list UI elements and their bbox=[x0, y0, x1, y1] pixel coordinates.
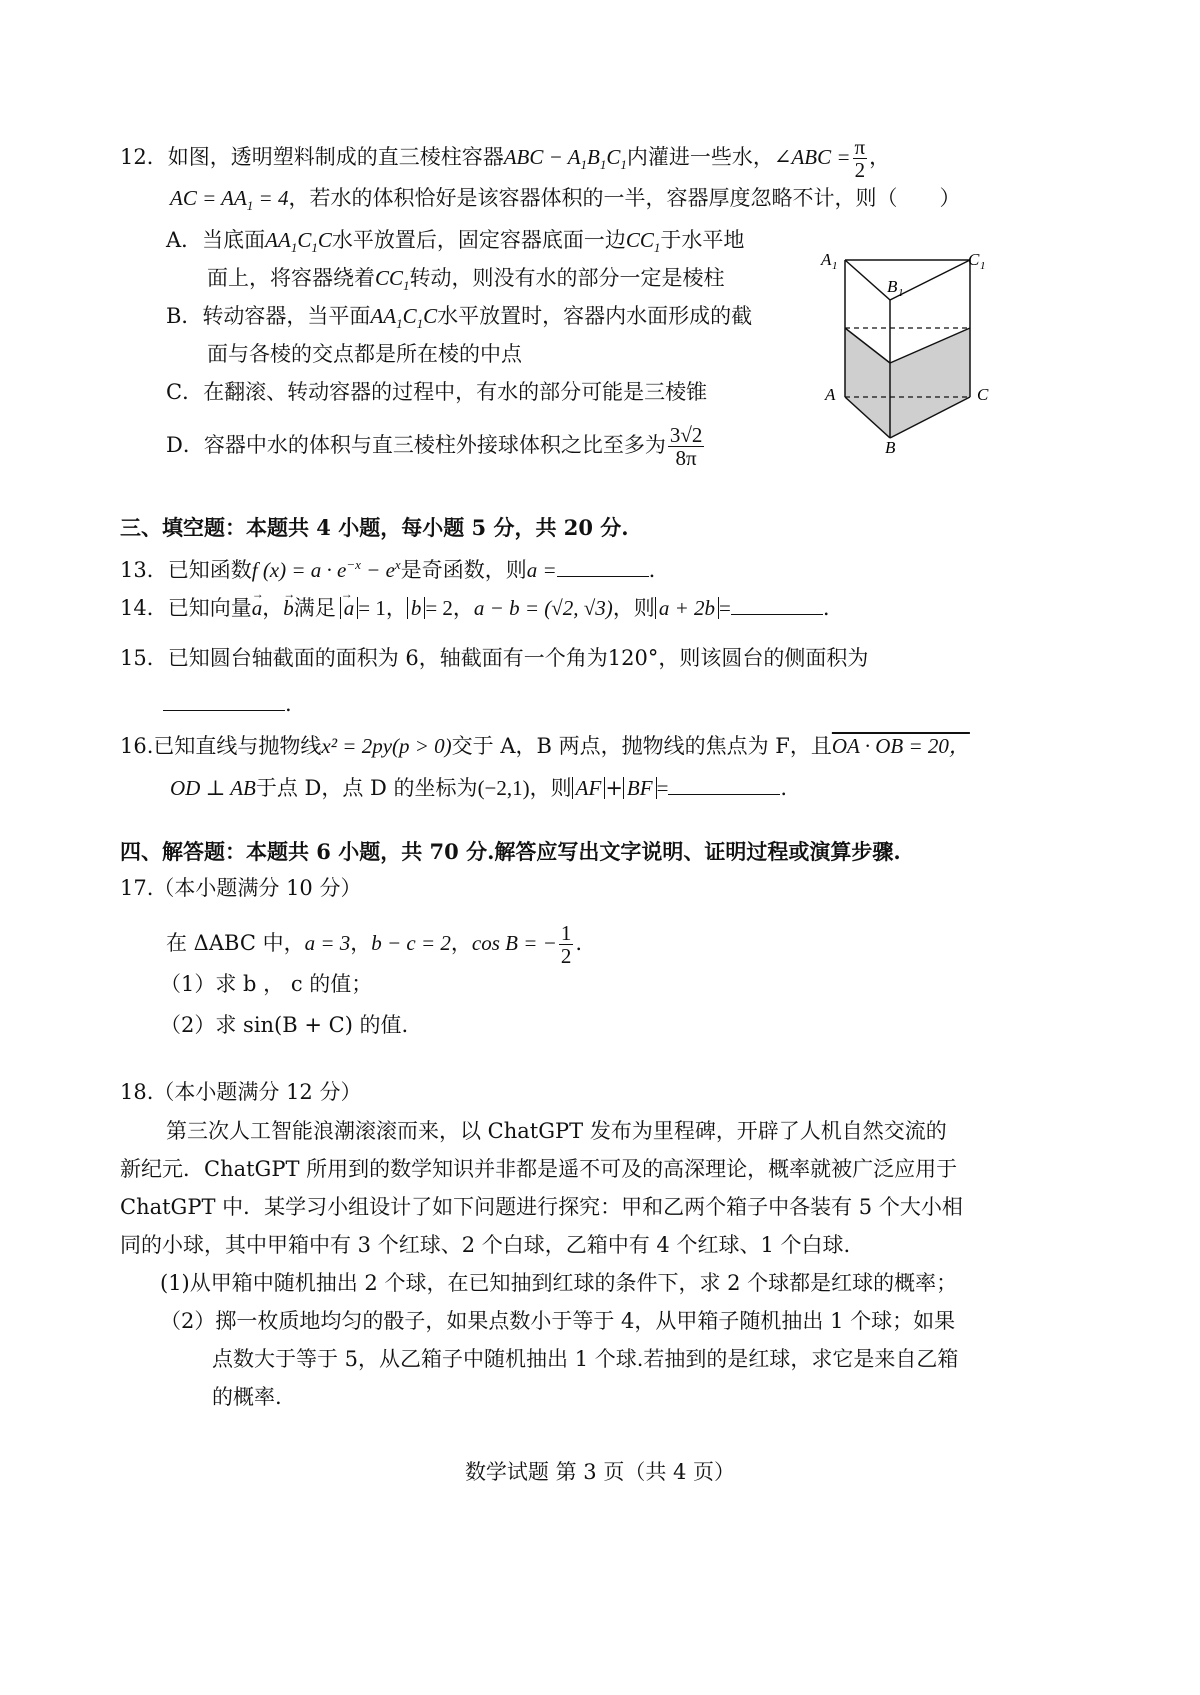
label-a: A bbox=[825, 385, 836, 404]
abs-a: → a bbox=[340, 597, 359, 619]
q14: 14．已知向量→ a，→ b满足→ a = 1， b = 2，a − b = (√2, √3)，则 a + 2b = . bbox=[120, 592, 830, 622]
q14-expression: a + 2b bbox=[655, 597, 719, 619]
label-c1: C bbox=[968, 250, 980, 269]
q12-ac: AC = $AA_1 = 4$ bbox=[170, 186, 289, 214]
label-c: C bbox=[977, 385, 989, 404]
q17-part1: （1）求 b ， c 的值； bbox=[160, 972, 373, 996]
label-b: B bbox=[885, 438, 896, 455]
q16: 16.已知直线与抛物线x² = 2py(p > 0)交于 A，B 两点，抛物线的焦点为 F，且OA · OB = 20， bbox=[120, 734, 970, 758]
q16-dot-product: OA · OB = 20， bbox=[831, 734, 970, 758]
label-b1: B bbox=[887, 277, 898, 296]
q18-line2: 新纪元．ChatGPT 所用到的数学知识并非都是遥不可及的高深理论，概率就被广泛应用于 bbox=[120, 1157, 958, 1181]
prism-figure bbox=[815, 245, 995, 455]
q15: 15．已知圆台轴截面的面积为 6，轴截面有一个角为120°，则该圆台的侧面积为 bbox=[120, 646, 869, 670]
q14-difference: a − b = (√2, √3) bbox=[473, 596, 613, 620]
q13-answer-blank bbox=[557, 554, 649, 577]
q16-line2: OD ⊥ AB于点 D，点 D 的坐标为(−2,1)，则 AF + BF = . bbox=[170, 772, 787, 802]
q12-option-a-line1: A．当底面$AA_1C_1C$水平放置后，固定容器底面一边$CC_1$于水平地 bbox=[166, 228, 745, 256]
q12-pi-over-2: $\frac{\pi}{2}$ bbox=[854, 135, 866, 182]
q12-stem2: 内灌进一些水， bbox=[626, 145, 774, 169]
q17-part2: （2）求 sin(B + C) 的值. bbox=[160, 1013, 409, 1037]
q18-part2-line1: （2）掷一枚质地均匀的骰子，如果点数小于等于 4，从甲箱子随机抽出 1 个球；如果 bbox=[160, 1309, 956, 1333]
q18-line4: 同的小球，其中甲箱中有 3 个红球、2 个白球，乙箱中有 4 个红球、1 个白球. bbox=[120, 1233, 851, 1257]
label-a1: A bbox=[821, 250, 832, 269]
q12-d-fraction: $\frac{3√2}{8\pi}$ bbox=[669, 423, 703, 470]
label-a1-sub: 1 bbox=[832, 260, 838, 272]
q12-angle: ∠ABC = bbox=[773, 145, 851, 169]
q13: 13．已知函数f $(x) = a \cdot e^{-x} - e^x$是奇函数，则a = . bbox=[120, 551, 655, 584]
q17-statement: 在 ΔABC 中，a = 3，b − c = 2，cos B = − $\frac{1}{2}$ . bbox=[166, 921, 583, 968]
q12-option-b-line2: 面与各棱的交点都是所在棱的中点 bbox=[207, 342, 522, 366]
label-b1-sub: 1 bbox=[898, 287, 904, 299]
question-number: 12． bbox=[120, 145, 168, 169]
q18-line1: 第三次人工智能浪潮滚滚而来，以 ChatGPT 发布为里程碑，开辟了人机自然交流的 bbox=[166, 1119, 947, 1143]
abs-b: b bbox=[407, 597, 426, 619]
q17-heading: 17.（本小题满分 10 分） bbox=[120, 876, 362, 900]
q12-line2 bbox=[170, 184, 960, 220]
q12-prism: ABC − $A_1B_1C_1$ bbox=[503, 145, 627, 173]
q15-line2: . bbox=[163, 688, 292, 718]
q14-answer-blank bbox=[731, 592, 823, 615]
section-3-heading: 三、填空题：本题共 4 小题，每小题 5 分，共 20 分. bbox=[120, 515, 629, 540]
page-footer: 数学试题 第 3 页（共 4 页） bbox=[464, 1460, 736, 1484]
q18-line3: ChatGPT 中．某学习小组设计了如下问题进行探究：甲和乙两个箱子中各装有 5 个大小相 bbox=[120, 1195, 963, 1219]
q18-part2-line2: 点数大于等于 5，从乙箱子中随机抽出 1 个球.若抽到的是红球，求它是来自乙箱 bbox=[212, 1347, 959, 1371]
q12-option-d: D．容器中水的体积与直三棱柱外接球体积之比至多为 $\frac{3√2}{8\pi}$ bbox=[166, 423, 703, 470]
q18-heading: 18.（本小题满分 12 分） bbox=[120, 1080, 362, 1104]
q15-answer-blank bbox=[163, 688, 285, 711]
q12-option-a-line2: 面上，将容器绕着$CC_1$转动，则没有水的部分一定是棱柱 bbox=[207, 266, 725, 294]
label-c1-sub: 1 bbox=[980, 260, 986, 272]
section-4-heading: 四、解答题：本题共 6 小题，共 70 分.解答应写出文字说明、证明过程或演算步骤. bbox=[120, 839, 901, 864]
q12-line1: 12．如图，透明塑料制成的直三棱柱容器ABC − $A_1B_1C_1$内灌进一些水，∠ABC = $\frac{\pi}{2}$ ， bbox=[120, 135, 891, 182]
q18-part2-line3: 的概率. bbox=[212, 1385, 282, 1409]
water-region bbox=[845, 328, 970, 438]
q12-stem: 如图，透明塑料制成的直三棱柱容器 bbox=[167, 145, 504, 169]
q12-condition: ，若水的体积恰好是该容器体积的一半，容器厚度忽略不计，则（ ） bbox=[288, 186, 961, 210]
q18-part1: (1)从甲箱中随机抽出 2 个球，在已知抽到红球的条件下，求 2 个球都是红球的概率； bbox=[160, 1271, 958, 1295]
q12-option-c: C．在翻滚、转动容器的过程中，有水的部分可能是三棱锥 bbox=[166, 380, 708, 404]
q16-answer-blank bbox=[668, 772, 780, 795]
q12-option-b-line1: B．转动容器，当平面$AA_1C_1C$水平放置时，容器内水面形成的截 bbox=[166, 304, 753, 332]
